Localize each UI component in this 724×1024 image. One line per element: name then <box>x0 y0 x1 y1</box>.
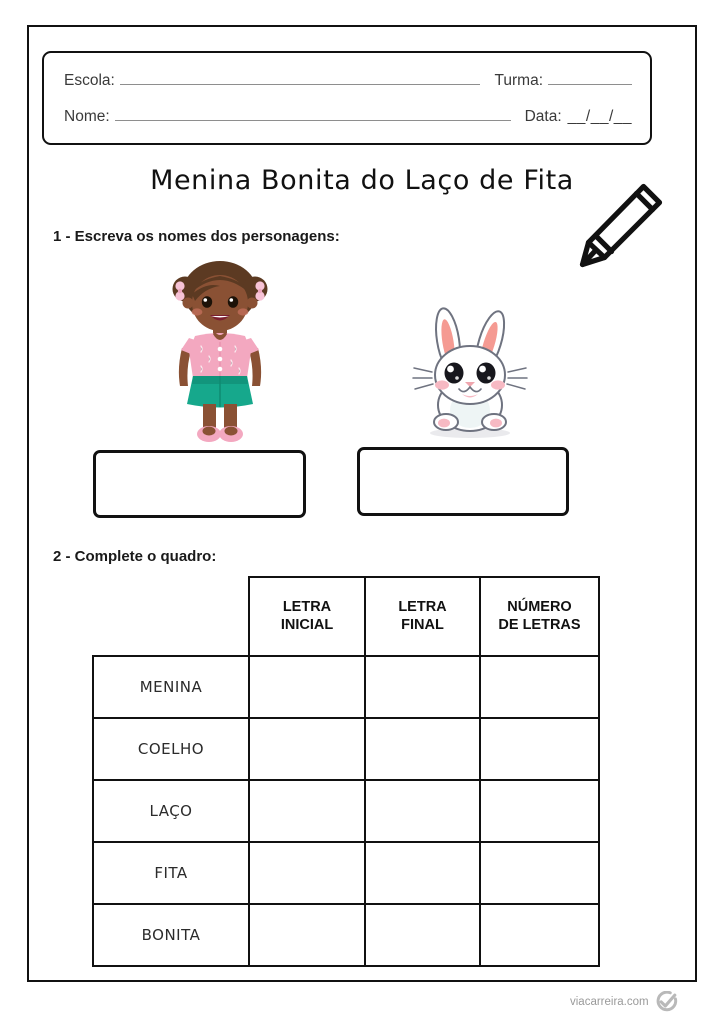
cell-laco-letra-final[interactable] <box>365 780 480 842</box>
row-word-laco: LAÇO <box>93 780 249 842</box>
turma-label: Turma: <box>494 72 543 89</box>
letters-table <box>92 576 600 967</box>
question-2-prompt: 2 - Complete o quadro: <box>53 548 217 565</box>
table-row <box>93 718 599 780</box>
cell-laco-letra-inicial[interactable] <box>249 780 365 842</box>
row-word-fita: FITA <box>93 842 249 904</box>
header-line-1: NÚMERO <box>507 598 572 615</box>
turma-input-line[interactable] <box>548 70 632 85</box>
nome-label: Nome: <box>64 108 110 125</box>
pencil-icon <box>566 172 670 276</box>
nome-input-line[interactable] <box>115 106 511 121</box>
table-row <box>93 842 599 904</box>
cell-menina-letra-inicial[interactable] <box>249 656 365 718</box>
girl-character <box>155 256 285 446</box>
cell-coelho-letra-final[interactable] <box>365 718 480 780</box>
row-word-coelho: COELHO <box>93 718 249 780</box>
table-row <box>93 904 599 966</box>
table-header-row <box>93 577 599 656</box>
escola-label: Escola: <box>64 72 115 89</box>
footer-watermark <box>570 991 678 1013</box>
cell-laco-numero-letras[interactable] <box>480 780 599 842</box>
rabbit-character <box>410 292 530 440</box>
cell-fita-numero-letras[interactable] <box>480 842 599 904</box>
cell-fita-letra-inicial[interactable] <box>249 842 365 904</box>
cell-bonita-letra-final[interactable] <box>365 904 480 966</box>
table-row <box>93 656 599 718</box>
cell-menina-letra-final[interactable] <box>365 656 480 718</box>
header-letra-final <box>365 577 480 656</box>
footer-site-label: viacarreira.com <box>570 996 649 1008</box>
header-line-2: DE LETRAS <box>498 616 581 633</box>
table-row <box>93 780 599 842</box>
table-corner-cell <box>93 577 249 656</box>
header-line-1: LETRA <box>282 598 332 615</box>
cell-bonita-numero-letras[interactable] <box>480 904 599 966</box>
row-word-bonita: BONITA <box>93 904 249 966</box>
name-date-row <box>44 106 650 136</box>
header-line-2: INICIAL <box>280 616 334 633</box>
header-numero-de-letras <box>480 577 599 656</box>
data-label: Data: <box>524 108 562 125</box>
student-info-box <box>42 51 652 145</box>
cell-fita-letra-final[interactable] <box>365 842 480 904</box>
cell-coelho-letra-inicial[interactable] <box>249 718 365 780</box>
header-line-1: LETRA <box>398 598 447 615</box>
header-line-2: FINAL <box>401 616 444 633</box>
cell-coelho-numero-letras[interactable] <box>480 718 599 780</box>
cell-bonita-letra-inicial[interactable] <box>249 904 365 966</box>
cell-menina-numero-letras[interactable] <box>480 656 599 718</box>
worksheet-title: Menina Bonita do Laço de Fita <box>150 165 574 196</box>
row-word-menina: MENINA <box>93 656 249 718</box>
question-1-prompt: 1 - Escreva os nomes dos personagens: <box>53 228 340 245</box>
school-class-row <box>44 70 650 100</box>
header-letra-inicial <box>249 577 365 656</box>
answer-box-rabbit[interactable] <box>357 447 569 516</box>
check-circle-icon <box>656 991 678 1013</box>
escola-input-line[interactable] <box>120 70 481 85</box>
answer-box-girl[interactable] <box>93 450 306 518</box>
data-input-slots[interactable]: __/__/__ <box>567 108 632 125</box>
